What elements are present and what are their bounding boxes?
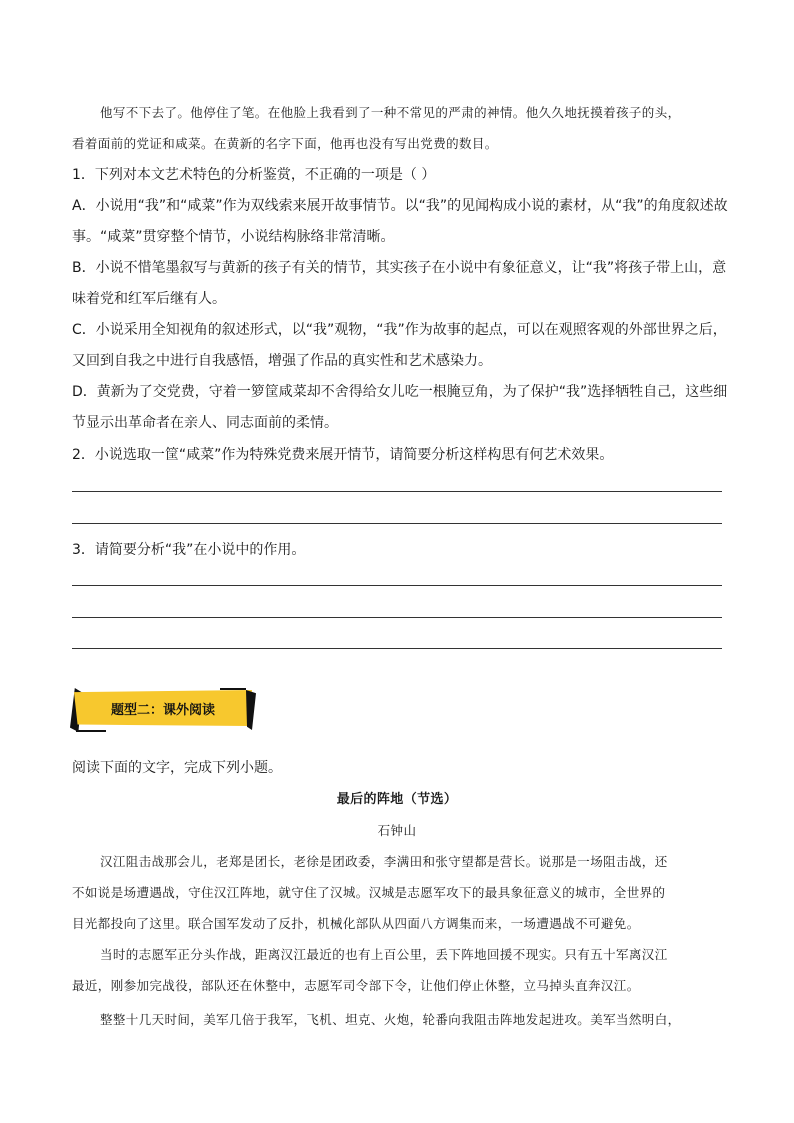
option-c-line: 又回到自我之中进行自我感悟，增强了作品的真实性和艺术感染力。 (72, 353, 492, 369)
article-line: 不如说是场遭遇战，守住汉江阵地，就守住了汉城。汉城是志愿军攻下的最具象征意义的城市，全世界的 (72, 885, 666, 900)
article-line: 最近，刚参加完战役，部队还在休整中，志愿军司令部下令，让他们停止休整，立马掉头直奔汉江。 (72, 978, 640, 993)
article-line: 目光都投向了这里。联合国军发动了反扑，机械化部队从四面八方调集而来，一场遭遇战不可避免。 (72, 916, 640, 931)
question-1-stem: 1．下列对本文艺术特色的分析鉴赏，不正确的一项是（ ） (72, 167, 436, 183)
section-heading: 题型二：课外阅读 (110, 703, 215, 718)
question-2-stem: 2．小说选取一筐“咸菜”作为特殊党费来展开情节，请简要分析这样构思有何艺术效果。 (72, 447, 614, 463)
option-a-line: A．小说用“我”和“咸菜”作为双线索来展开故事情节。以“我”的见闻构成小说的素材，从“我”的角度叙述故 (72, 198, 728, 214)
option-c-line: C．小说采用全知视角的叙述形式，以“我”观物，“我”作为故事的起点，可以在观照客观的外部世界之后， (72, 322, 727, 338)
passage-line: 看着面前的党证和咸菜。在黄新的名字下面，他再也没有写出党费的数目。 (72, 136, 498, 151)
passage-line: 他写不下去了。他停住了笔。在他脸上我看到了一种不常见的严肃的神情。他久久地抚摸着孩子的头， (100, 105, 681, 120)
option-a-line: 事。“咸菜”贯穿整个情节，小说结构脉络非常清晰。 (72, 229, 395, 245)
reading-instruction: 阅读下面的文字，完成下列小题。 (72, 760, 282, 776)
answer-line (72, 585, 722, 586)
article-line: 汉江阻击战那会儿，老郑是团长，老徐是团政委，李满田和张守望都是营长。说那是一场阻击战，还 (100, 854, 668, 869)
answer-line (72, 491, 722, 492)
article-author: 石钟山 (377, 823, 417, 838)
answer-line (72, 617, 722, 618)
answer-line (72, 523, 722, 524)
section-banner (70, 688, 256, 732)
question-3-stem: 3．请简要分析“我”在小说中的作用。 (72, 542, 306, 558)
answer-line (72, 648, 722, 649)
option-b-line: 味着党和红军后继有人。 (72, 291, 226, 307)
article-line: 整整十几天时间，美军几倍于我军，飞机、坦克、火炮，轮番向我阻击阵地发起进攻。美军当然明白， (100, 1012, 681, 1027)
article-title: 最后的阵地（节选） (336, 792, 458, 807)
option-d-line: D．黄新为了交党费，守着一箩筐咸菜却不舍得给女儿吃一根腌豆角，为了保护“我”选择牺牲自己，这些细 (72, 384, 728, 400)
option-b-line: B．小说不惜笔墨叙写与黄新的孩子有关的情节，其实孩子在小说中有象征意义，让“我”将孩子带上山，意 (72, 260, 727, 276)
option-d-line: 节显示出革命者在亲人、同志面前的柔情。 (72, 415, 338, 431)
article-line: 当时的志愿军正分头作战，距离汉江最近的也有上百公里，丢下阵地回援不现实。只有五十军离汉江 (100, 947, 668, 962)
banner-dash (220, 688, 246, 690)
banner-dash (76, 730, 106, 732)
